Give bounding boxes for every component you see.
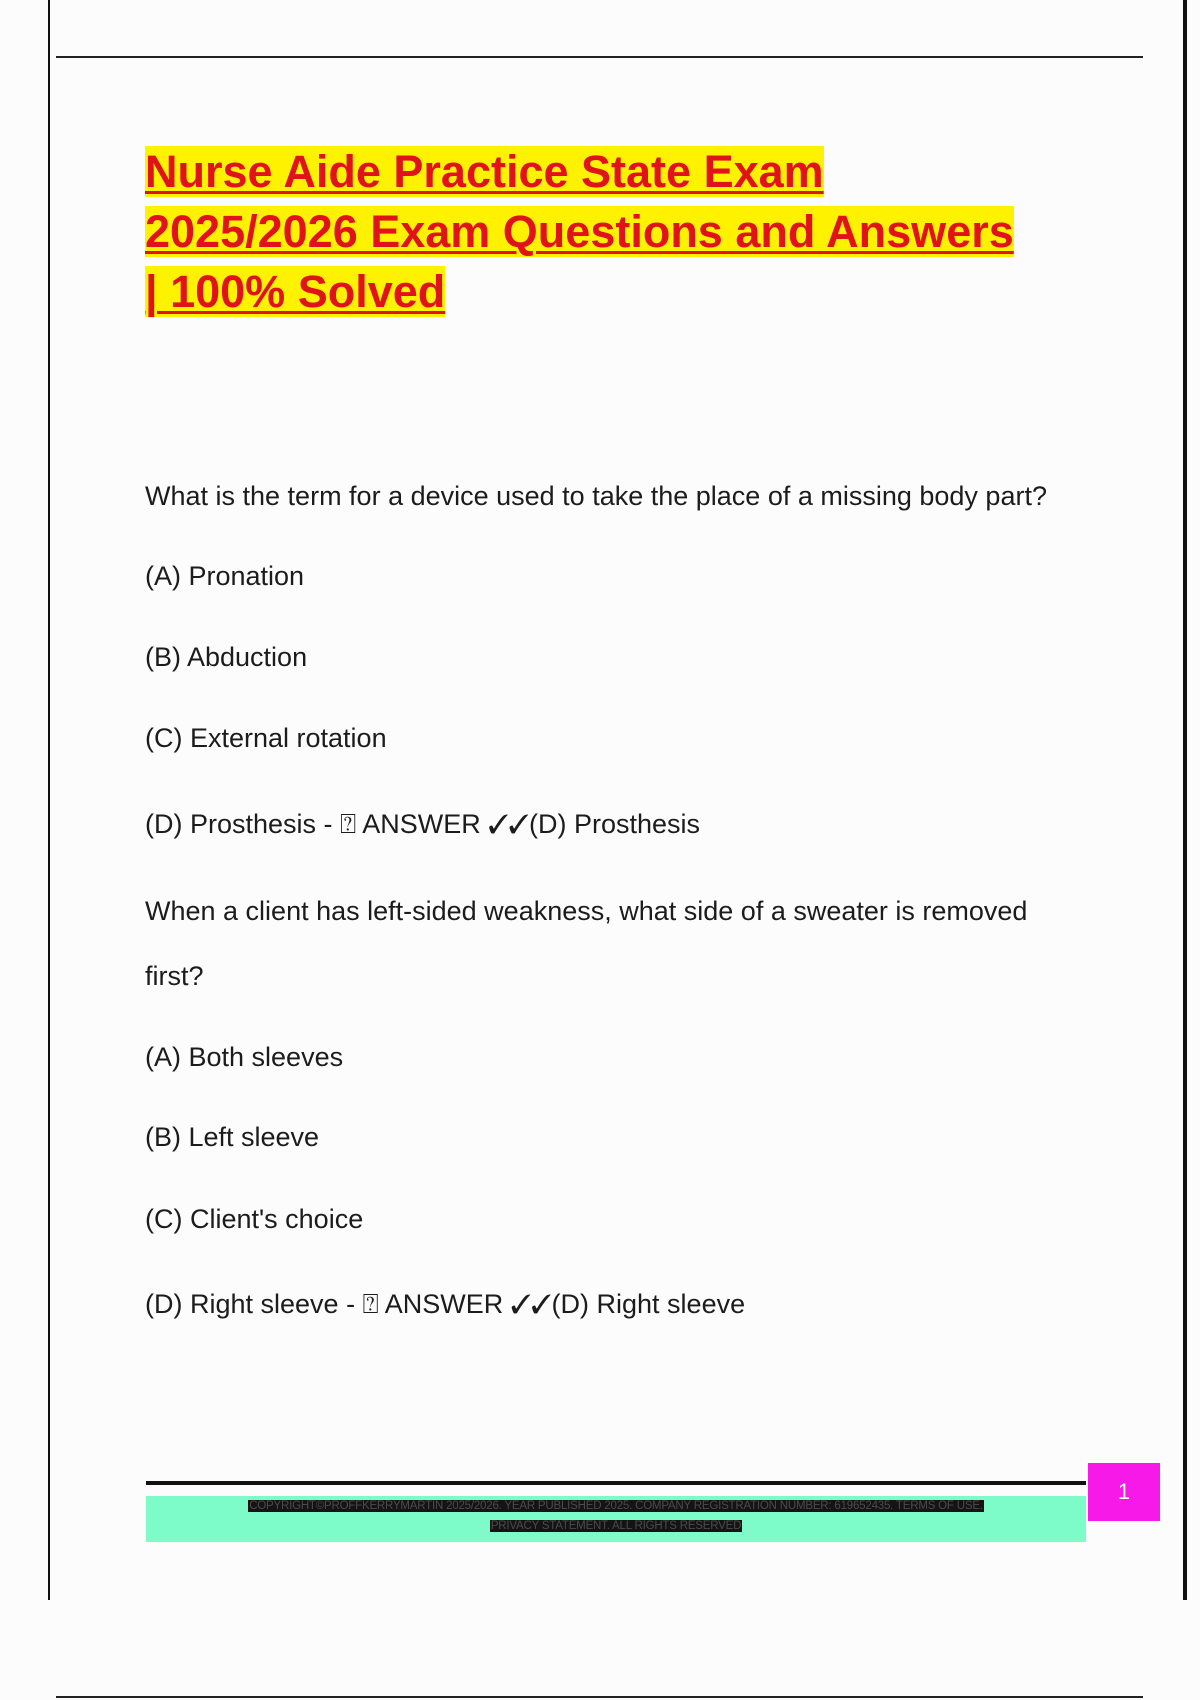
answer-option: (B) Abduction — [145, 642, 308, 672]
answer-option: (A) Pronation — [145, 561, 305, 591]
answer-option-correct: (D) Prosthesis - ⍰ ANSWER ✓✓(D) Prosthesis — [145, 809, 701, 839]
page-border-left — [48, 0, 50, 1600]
page-number: 1 — [1088, 1463, 1160, 1521]
header-rule — [56, 56, 1143, 58]
question-prompt: first? — [145, 961, 204, 991]
copyright-text: COPYRIGHT©PROFFKERRYMARTIN 2025/2026. YEAR PUBLISHED 2025. COMPANY REGISTRATION NUMBER: 619652435. TERMS OF USE. — [249, 1500, 983, 1512]
answer-option: (C) Client's choice — [145, 1204, 364, 1234]
title-line: | 100% Solved — [145, 266, 446, 317]
question-prompt: When a client has left-sided weakness, what side of a sweater is removed — [145, 896, 1028, 926]
question-prompt: What is the term for a device used to take the place of a missing body part? — [145, 481, 1047, 511]
title-line: Nurse Aide Practice State Exam — [145, 146, 824, 197]
copyright-text: PRIVACY STATEMENT. ALL RIGHTS RESERVED — [490, 1520, 742, 1532]
footer-rule — [146, 1481, 1086, 1485]
answer-option: (C) External rotation — [145, 723, 387, 753]
page-border-right — [1183, 0, 1187, 1600]
title-line: 2025/2026 Exam Questions and Answers — [145, 206, 1014, 257]
answer-option-correct: (D) Right sleeve - ⍰ ANSWER ✓✓(D) Right sleeve — [145, 1289, 746, 1319]
document-title — [145, 142, 1095, 322]
copyright-footer — [146, 1496, 1086, 1542]
answer-option: (B) Left sleeve — [145, 1122, 320, 1152]
next-page-rule — [56, 1696, 1143, 1698]
answer-option: (A) Both sleeves — [145, 1042, 344, 1072]
